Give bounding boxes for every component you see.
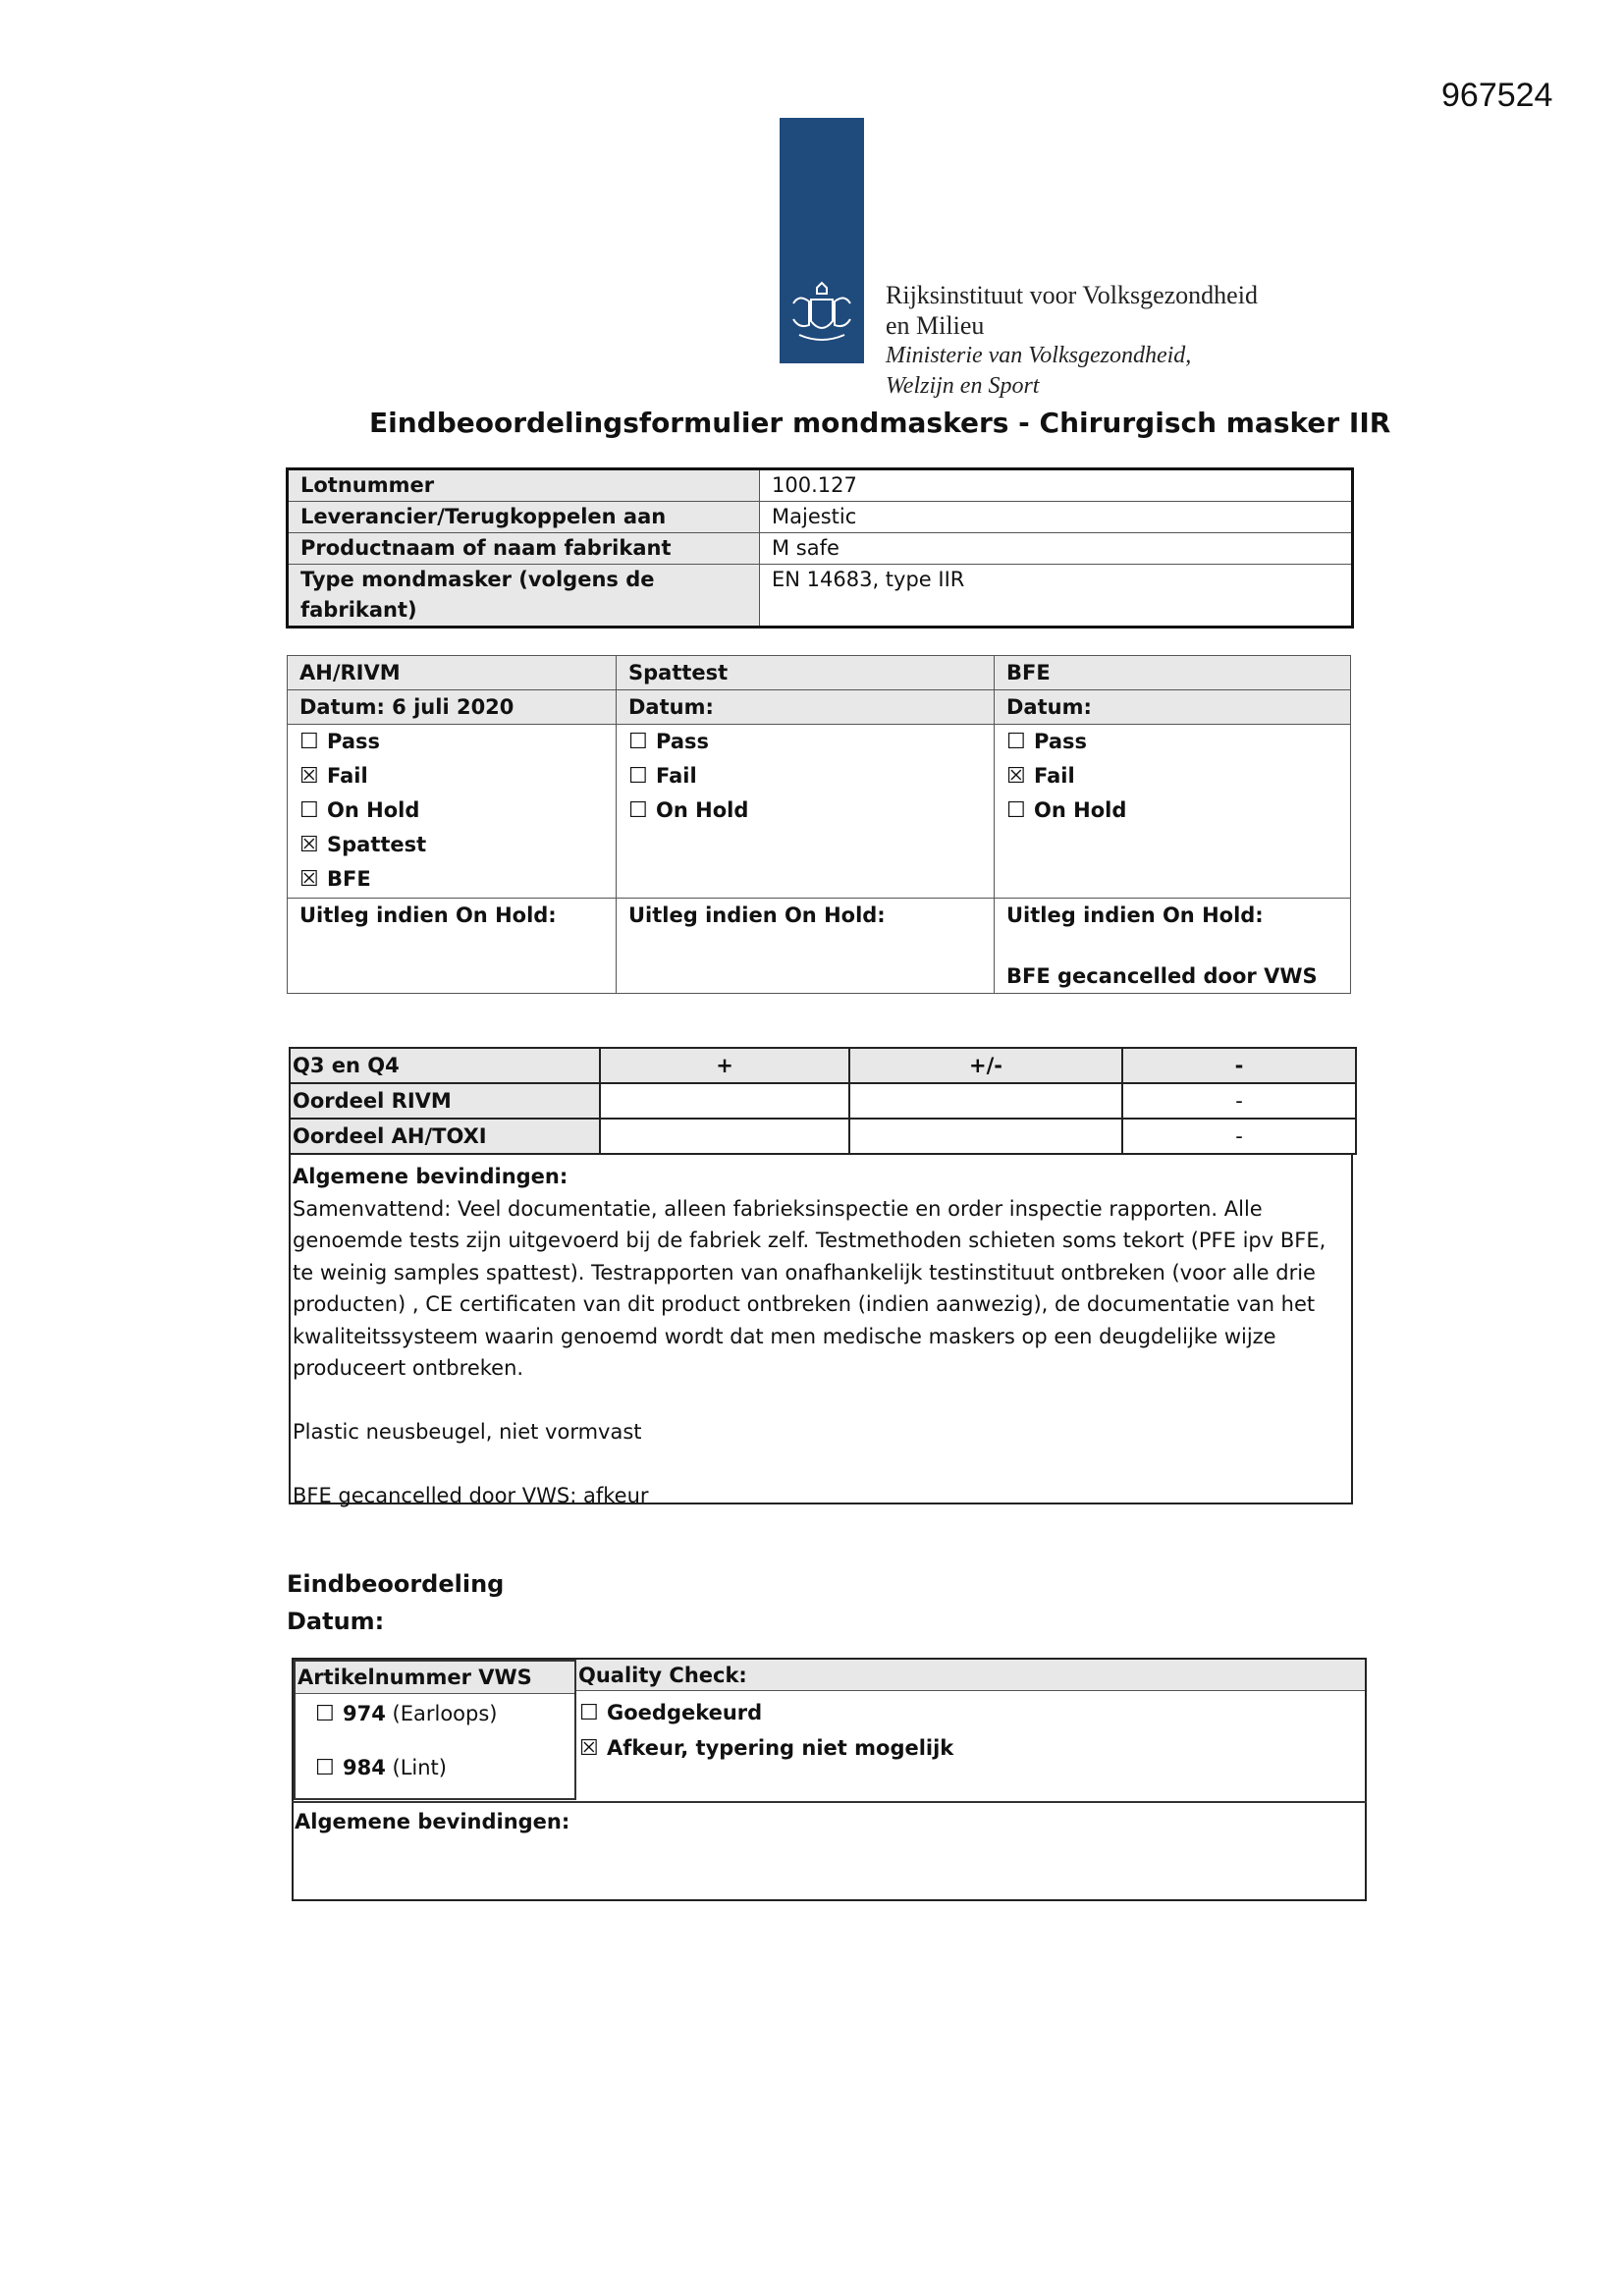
- q-row-label: Oordeel AH/TOXI: [290, 1119, 600, 1154]
- checkbox-goedgekeurd[interactable]: [579, 1695, 762, 1731]
- findings-line: te weinig samples spattest). Testrapporten van onafhankelijk testinstituut ontbreken (voor alle drie: [293, 1260, 1316, 1285]
- article-desc: (Lint): [385, 1756, 447, 1779]
- ah-header: AH/RIVM: [288, 656, 617, 690]
- q-header-label: Q3 en Q4: [290, 1048, 600, 1083]
- checkbox-icon: ☐: [315, 1756, 335, 1780]
- product-value-cell: M safe: [760, 533, 1353, 565]
- checkbox-fail[interactable]: [628, 759, 982, 793]
- q-cell-minus: -: [1122, 1119, 1356, 1154]
- q-header-minus: -: [1122, 1048, 1356, 1083]
- table-row: [290, 1119, 1356, 1154]
- checkbox-icon: ☒: [299, 867, 319, 892]
- checkbox-label: Fail: [327, 764, 368, 788]
- checkbox-on-hold[interactable]: [299, 793, 604, 828]
- general-findings-box: [289, 1155, 1353, 1507]
- q-cell-plusminus: [849, 1119, 1122, 1154]
- checkbox-fail[interactable]: [299, 759, 604, 793]
- checkbox-icon: ☒: [579, 1736, 599, 1761]
- final-assessment-title: Eindbeoordeling: [287, 1570, 505, 1598]
- checkbox-article-974[interactable]: [296, 1696, 574, 1732]
- general-findings-label: Algemene bevindingen:: [293, 1165, 568, 1188]
- checkbox-pass[interactable]: [628, 725, 982, 759]
- bfe-note: BFE gecancelled door VWS: [1006, 964, 1318, 988]
- product-value-cell: Majestic: [760, 502, 1353, 533]
- product-table: [286, 467, 1354, 629]
- org-line-2: en Milieu: [886, 311, 985, 340]
- q-header-plus: +: [600, 1048, 849, 1083]
- findings-line: producten) , CE certificaten van dit product ontbreken (indien aanwezig), de documentatie van het: [293, 1292, 1316, 1316]
- uitleg-label: Uitleg indien On Hold:: [1006, 903, 1264, 927]
- table-row: [288, 725, 1351, 899]
- org-line-3: Ministerie van Volksgezondheid,: [886, 343, 1192, 368]
- form-title: Eindbeoordelingsformulier mondmaskers - Chirurgisch masker IIR: [369, 407, 1391, 439]
- checkbox-icon: ☐: [628, 730, 648, 754]
- checkbox-label: Fail: [1034, 764, 1075, 788]
- checkbox-label: Fail: [656, 764, 697, 788]
- checkbox-label: On Hold: [656, 798, 749, 822]
- checkbox-icon: ☐: [299, 730, 319, 754]
- checkbox-label: Goedgekeurd: [607, 1701, 763, 1724]
- q-header-plusminus: +/-: [849, 1048, 1122, 1083]
- findings-line: kwaliteitssysteem waarin genoemd wordt dat men medische maskers op een deugdelijke wijze: [293, 1324, 1276, 1348]
- checkbox-icon: ☒: [299, 764, 319, 789]
- ah-uitleg: [288, 899, 617, 994]
- table-row: [288, 899, 1351, 994]
- q-cell-plus: [600, 1119, 849, 1154]
- ah-checklist: [288, 725, 617, 899]
- checkbox-bfe[interactable]: [299, 862, 604, 897]
- organisation-name: [886, 280, 1258, 402]
- checkbox-label: Pass: [327, 730, 380, 753]
- org-line-4: Welzijn en Sport: [886, 373, 1040, 399]
- findings-line: Samenvattend: Veel documentatie, alleen fabrieksinspectie en order inspectie rapporten. Alle: [293, 1196, 1263, 1221]
- table-row: [290, 1048, 1356, 1083]
- table-row: [288, 469, 1353, 502]
- q-cell-minus: -: [1122, 1083, 1356, 1119]
- article-number-header: Artikelnummer VWS: [296, 1662, 574, 1694]
- checkbox-pass[interactable]: [1006, 725, 1338, 759]
- checkbox-icon: ☐: [628, 764, 648, 789]
- product-value-cell: 100.127: [760, 469, 1353, 502]
- checkbox-icon: ☒: [299, 833, 319, 857]
- spattest-checklist: [617, 725, 995, 899]
- bfe-uitleg: [995, 899, 1351, 994]
- q-cell-plus: [600, 1083, 849, 1119]
- table-row: [290, 1083, 1356, 1119]
- spattest-datum: Datum:: [617, 690, 995, 725]
- bfe-datum: Datum:: [995, 690, 1351, 725]
- findings-line: [293, 1385, 1349, 1417]
- product-label-cell: Lotnummer: [288, 469, 760, 502]
- table-row: [288, 533, 1353, 565]
- test-status-table: [287, 655, 1351, 994]
- coat-of-arms-icon: [782, 280, 862, 349]
- findings-line: produceert ontbreken.: [293, 1356, 524, 1380]
- quality-check-header: Quality Check:: [576, 1660, 1365, 1691]
- article-number: 974: [343, 1702, 386, 1725]
- final-assessment: [287, 1565, 504, 1640]
- checkbox-fail[interactable]: [1006, 759, 1338, 793]
- table-row: [288, 565, 1353, 628]
- table-divider: [292, 1801, 1367, 1803]
- checkbox-label: On Hold: [1034, 798, 1127, 822]
- checkbox-pass[interactable]: [299, 725, 604, 759]
- product-label-cell: Productnaam of naam fabrikant: [288, 533, 760, 565]
- table-row: [288, 656, 1351, 690]
- checkbox-on-hold[interactable]: [1006, 793, 1338, 828]
- checkbox-icon: ☐: [1006, 730, 1026, 754]
- document-id: 967524: [1441, 77, 1553, 114]
- checkbox-on-hold[interactable]: [628, 793, 982, 828]
- checkbox-label: BFE: [327, 867, 371, 891]
- uitleg-label: Uitleg indien On Hold:: [628, 903, 886, 927]
- bfe-checklist: [995, 725, 1351, 899]
- checkbox-label: Afkeur, typering niet mogelijk: [607, 1736, 954, 1760]
- checkbox-article-984[interactable]: [296, 1750, 574, 1786]
- org-line-1: Rijksinstituut voor Volksgezondheid: [886, 281, 1258, 309]
- product-label-cell: Leverancier/Terugkoppelen aan: [288, 502, 760, 533]
- q-row-label: Oordeel RIVM: [290, 1083, 600, 1119]
- checkbox-icon: ☐: [1006, 798, 1026, 823]
- table-row: [288, 502, 1353, 533]
- product-label-cell: Type mondmasker (volgens de fabrikant): [288, 565, 760, 628]
- q-cell-plusminus: [849, 1083, 1122, 1119]
- findings-line: [293, 1449, 1349, 1481]
- checkbox-spattest[interactable]: [299, 828, 604, 862]
- article-desc: (Earloops): [385, 1702, 498, 1725]
- final-assessment-datum: Datum:: [287, 1608, 385, 1635]
- checkbox-label: Pass: [656, 730, 709, 753]
- spattest-uitleg: [617, 899, 995, 994]
- checkbox-icon: ☒: [1006, 764, 1026, 789]
- findings-line: BFE gecancelled door VWS: afkeur: [293, 1484, 649, 1507]
- findings-line: Plastic neusbeugel, niet vormvast: [293, 1420, 642, 1444]
- checkbox-icon: ☐: [628, 798, 648, 823]
- final-general-findings-label: Algemene bevindingen:: [295, 1810, 570, 1833]
- checkbox-icon: ☐: [299, 798, 319, 823]
- article-number-box: [294, 1660, 576, 1800]
- checkbox-label: Pass: [1034, 730, 1087, 753]
- checkbox-icon: ☐: [579, 1701, 599, 1725]
- checkbox-icon: ☐: [315, 1702, 335, 1726]
- table-row: [288, 690, 1351, 725]
- checkbox-afkeur[interactable]: [579, 1730, 953, 1767]
- article-number: 984: [343, 1756, 386, 1779]
- findings-line: genoemde tests zijn uitgevoerd bij de fabriek zelf. Testmethoden schieten soms tekort (PFE ipv BFE,: [293, 1229, 1326, 1252]
- uitleg-label: Uitleg indien On Hold:: [299, 903, 557, 927]
- spattest-header: Spattest: [617, 656, 995, 690]
- judgement-table: [289, 1047, 1357, 1155]
- checkbox-label: On Hold: [327, 798, 420, 822]
- product-value-cell: EN 14683, type IIR: [760, 565, 1353, 628]
- checkbox-label: Spattest: [327, 833, 427, 856]
- ah-datum: Datum: 6 juli 2020: [288, 690, 617, 725]
- bfe-header: BFE: [995, 656, 1351, 690]
